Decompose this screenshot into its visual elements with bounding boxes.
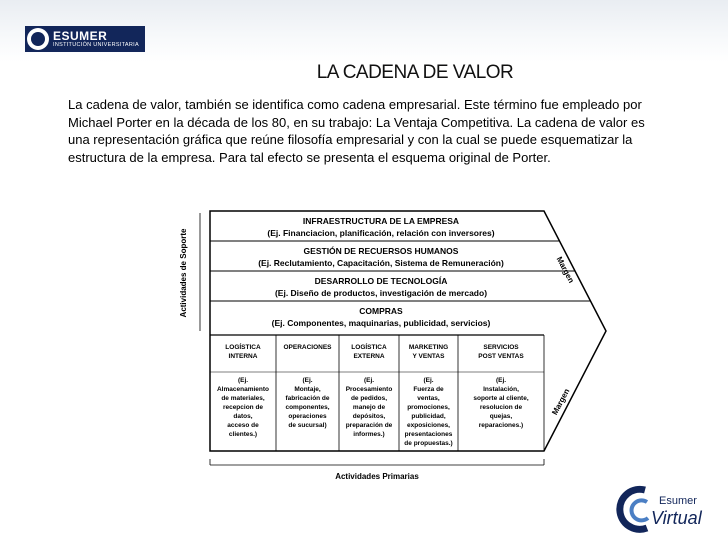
primary-activity-example: operaciones xyxy=(288,413,327,420)
primary-activity-example: depósitos, xyxy=(352,413,386,420)
primary-activity-example: promociones, xyxy=(407,404,450,411)
primary-activity-example: fabricación de xyxy=(285,395,330,402)
primary-activity-title: OPERACIONES xyxy=(283,344,332,351)
primary-activity-title: LOGÍSTICA xyxy=(351,344,387,351)
slide-title-row xyxy=(0,62,728,84)
primary-activity-example: de sucursal) xyxy=(288,422,327,429)
primary-activity-example: (Ej. xyxy=(363,377,375,384)
primary-activity-example: de materiales, xyxy=(221,395,265,402)
primary-activity-example: quejas, xyxy=(489,413,513,420)
primary-activity-example: acceso de xyxy=(227,422,259,429)
support-activity-title: GESTIÓN DE RECUERSOS HUMANOS xyxy=(303,246,459,256)
support-activity-example: (Ej. Reclutamiento, Capacitación, Sistema de Remuneración) xyxy=(258,258,504,268)
primary-activity-example: preparación de xyxy=(345,422,393,429)
primary-activity-example: informes.) xyxy=(353,431,385,438)
esumer-virtual-swoosh-inner xyxy=(632,500,648,520)
primary-activity-example: publicidad, xyxy=(411,413,446,420)
primary-activity-example: exposiciones, xyxy=(407,422,450,429)
value-chain-diagram xyxy=(179,207,626,497)
primary-activity-example: (Ej. xyxy=(495,377,507,384)
primary-activity-example: Fuerza de xyxy=(413,386,444,393)
logo-subtitle: INSTITUCIÓN UNIVERSITARIA xyxy=(53,41,139,48)
esumer-virtual-logo-icon xyxy=(617,484,713,536)
support-activity-example: (Ej. Financiacion, planificación, relación con inversores) xyxy=(267,228,495,238)
margin-label-top: Margen xyxy=(554,255,576,285)
primary-activity-example: componentes, xyxy=(285,404,330,411)
slide-title: LA CADENA DE VALOR xyxy=(316,62,514,83)
esumer-emblem-icon xyxy=(27,28,49,50)
esumer-logo-box xyxy=(25,26,145,52)
primary-activity-title: Y VENTAS xyxy=(412,353,445,360)
support-activity-example: (Ej. Diseño de productos, investigación de mercado) xyxy=(274,288,488,298)
margin-label-bottom: Margen xyxy=(550,387,572,417)
primary-activity-example: reparaciones.) xyxy=(478,422,524,429)
primary-activity-example: de propuestas.) xyxy=(404,440,453,447)
primary-activity-example: (Ej. xyxy=(237,377,249,384)
footer-brand-bottom: Virtual xyxy=(651,508,702,528)
primary-activity-example: Almacenamiento xyxy=(216,386,270,393)
primary-activity-example: Montaje, xyxy=(294,386,321,393)
logo-name: ESUMER xyxy=(53,28,108,43)
support-activity-title: INFRAESTRUCTURA DE LA EMPRESA xyxy=(302,216,460,226)
esumer-logo xyxy=(25,26,145,52)
primary-activity-example: Procesamiento xyxy=(345,386,393,393)
primary-activity-title: MARKETING xyxy=(408,344,449,351)
primary-activity-example: (Ej. xyxy=(423,377,434,384)
primary-activity-example: recepcion de xyxy=(222,404,264,411)
primary-activity-title: LOGÍSTICA xyxy=(225,344,261,351)
primary-activity-title: EXTERNA xyxy=(353,353,385,360)
intro-paragraph: La cadena de valor, también se identifica como cadena empresarial. Este término fue empleado por Michael Porter en la década de los 80, en su trabajo: La Ventaja Competitiva. La cadena de valor es una representación gráfica que reúne filosofía empresarial y con la cual se puede esquematizar la estructura de la empresa. Para tal efecto se presenta el esquema original de Porter. xyxy=(68,97,645,165)
support-activities-label: Actividades de Soporte xyxy=(179,228,188,318)
support-activity-title: DESARROLLO DE TECNOLOGÍA xyxy=(314,276,448,286)
support-activity-title: COMPRAS xyxy=(359,306,403,316)
primary-activity-title: INTERNA xyxy=(228,353,258,360)
primary-activity-title: SERVICIOS xyxy=(483,344,519,351)
esumer-logo-text xyxy=(53,30,139,49)
primary-activity-example: clientes.) xyxy=(228,431,258,438)
primary-activity-example: manejo de xyxy=(352,404,386,411)
support-activity-example: (Ej. Componentes, maquinarias, publicidad, servicios) xyxy=(271,318,491,328)
primary-activity-example: Instalación, xyxy=(483,386,519,393)
primary-activity-example: ventas, xyxy=(417,395,440,402)
primary-activity-example: (Ej. xyxy=(302,377,313,384)
primary-activity-example: presentaciones xyxy=(404,431,453,438)
primary-activity-example: datos, xyxy=(233,413,253,420)
primary-activity-title: POST VENTAS xyxy=(478,353,524,360)
primary-activities-label: Actividades Primarias xyxy=(335,472,419,481)
primary-activity-example: resolucion de xyxy=(479,404,523,411)
footer-brand-top: Esumer xyxy=(659,495,697,507)
primary-activity-example: de pedidos, xyxy=(350,395,388,402)
primary-activity-example: soporte al cliente, xyxy=(473,395,529,402)
